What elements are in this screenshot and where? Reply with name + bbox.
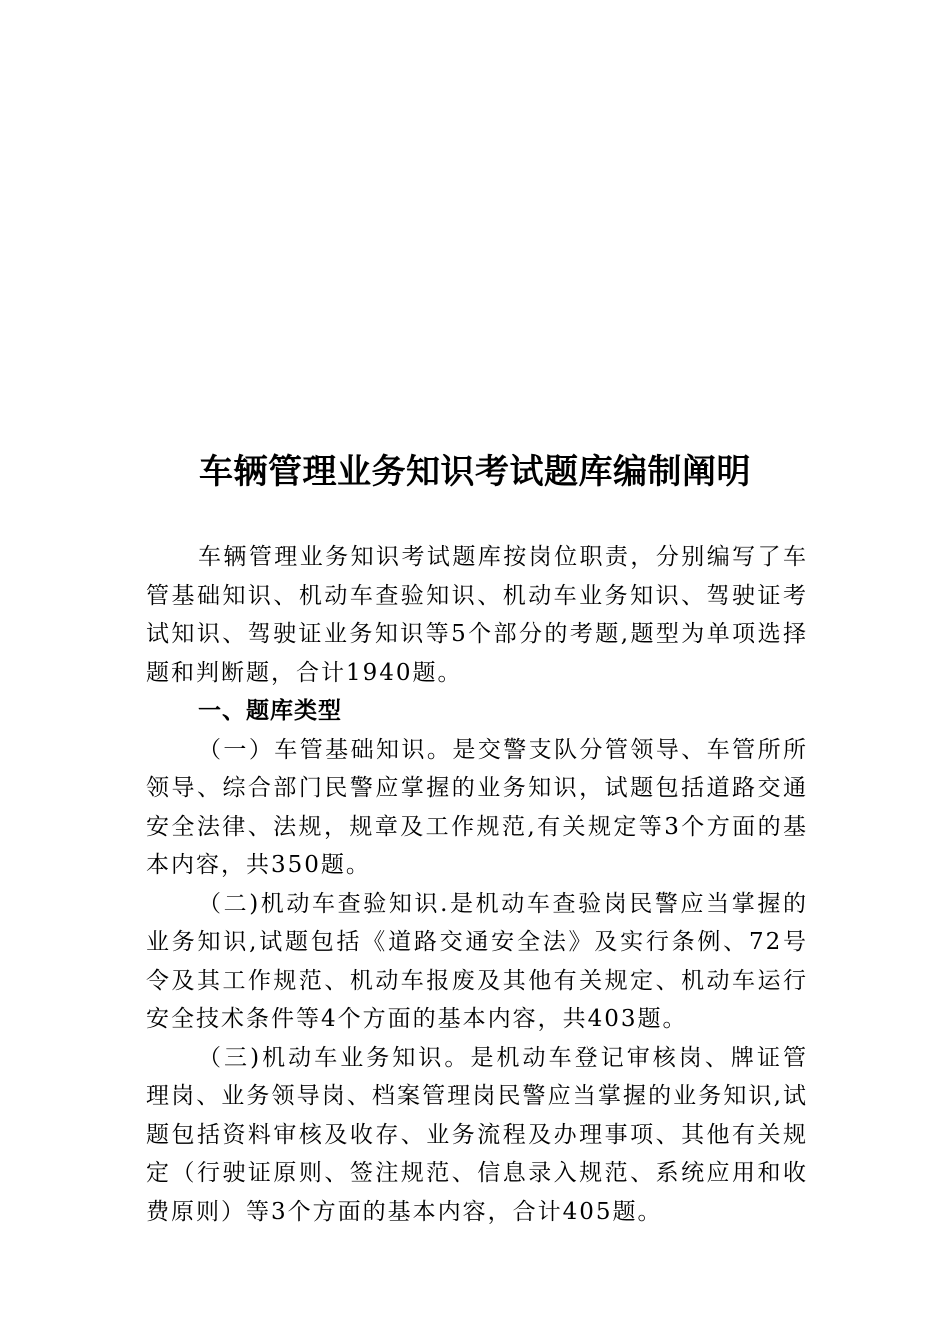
paragraph-vehicle-business: （三)机动车业务知识。是机动车登记审核岗、牌证管理岗、业务领导岗、档案管理岗民警应当掌握的业务知识,试题包括资料审核及收存、业务流程及办理事项、其他有关规定（行驶证原则、签注规范、信息录入规范、系统应用和收费原则）等3个方面的基本内容，合计405题。	[146, 1044, 808, 1225]
section-heading: 一、题库类型	[198, 698, 342, 724]
paragraph-basic-knowledge: （一）车管基础知识。是交警支队分管领导、车管所所领导、综合部门民警应掌握的业务知识，试题包括道路交通安全法律、法规，规章及工作规范,有关规定等3个方面的基本内容，共350题。	[146, 736, 808, 878]
document-body	[146, 538, 808, 1231]
document-title: 车辆管理业务知识考试题库编制阐明	[199, 452, 751, 492]
intro-paragraph: 车辆管理业务知识考试题库按岗位职责，分别编写了车管基础知识、机动车查验知识、机动车业务知识、驾驶证考试知识、驾驶证业务知识等5个部分的考题,题型为单项选择题和判断题，合计1940题。	[146, 544, 808, 686]
paragraph-vehicle-inspection: （二)机动车查验知识.是机动车查验岗民警应当掌握的业务知识,试题包括《道路交通安全法》及实行条例、72号令及其工作规范、机动车报废及其他有关规定、机动车运行安全技术条件等4个方面的基本内容，共403题。	[146, 890, 808, 1032]
